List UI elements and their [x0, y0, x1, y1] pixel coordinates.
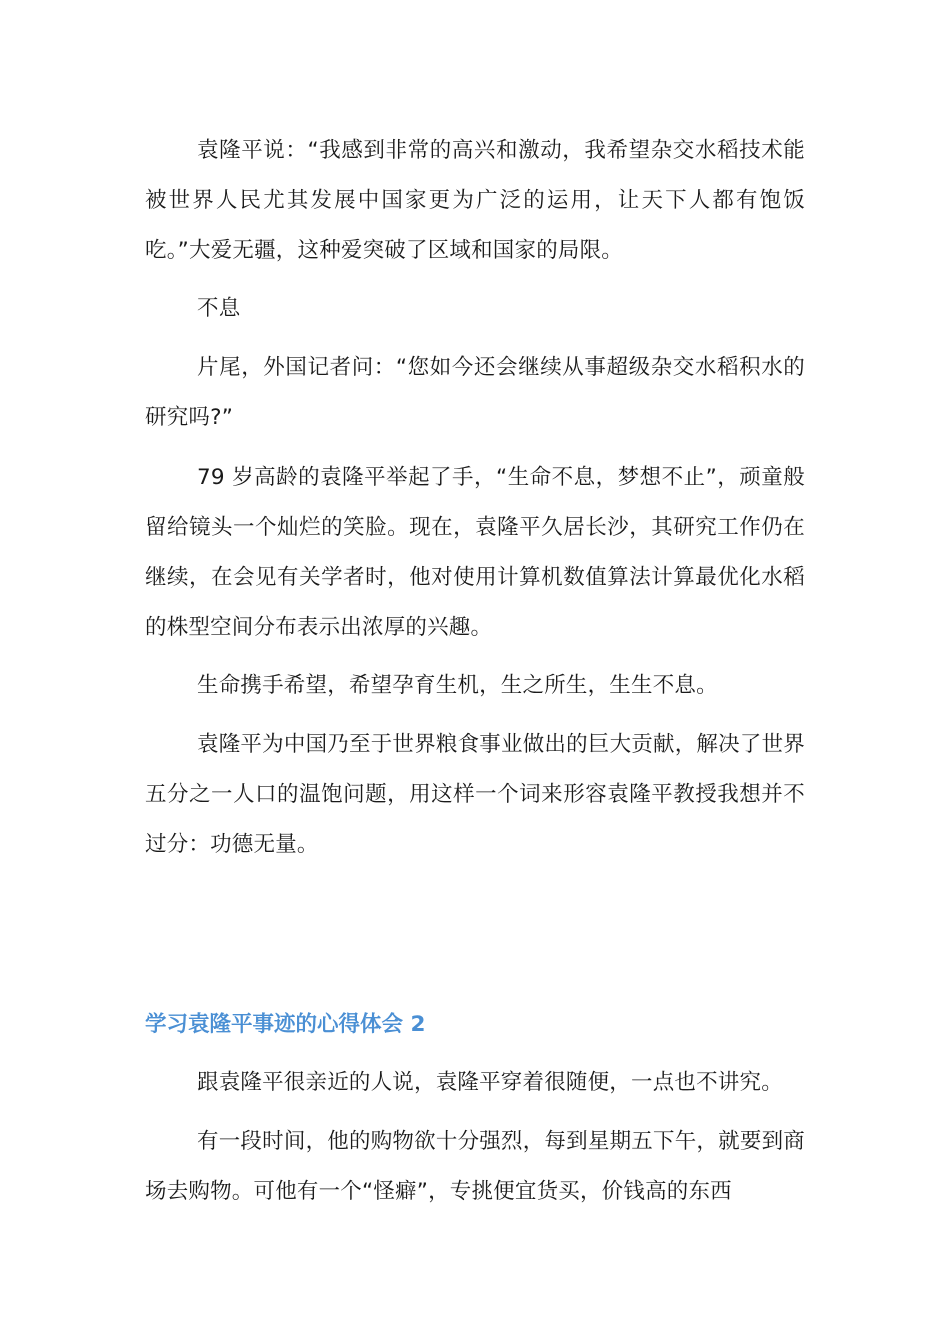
paragraph-quote-yuan: 袁隆平说：“我感到非常的高兴和激动，我希望杂交水稻技术能被世界人民尤其发展中国家更为广泛的运用，让天下人都有饱饭吃。”大爱无疆，这种爱突破了区域和国家的局限。: [145, 138, 805, 263]
paragraph-age-79: 79 岁高龄的袁隆平举起了手，“生命不息，梦想不止”，顽童般留给镜头一个灿烂的笑脸。现在，袁隆平久居长沙，其研究工作仍在继续，在会见有关学者时，他对使用计算机数值算法计算最优化水稻的株型空间分布表示出浓厚的兴趣。: [145, 465, 805, 640]
paragraph-life-hope: 生命携手希望，希望孕育生机，生之所生，生生不息。: [197, 673, 718, 698]
section-heading: 学习袁隆平事迹的心得体会 2: [145, 1012, 426, 1037]
paragraph-reporter-question: 片尾，外国记者问：“您如今还会继续从事超级杂交水稻积水的研究吗?”: [145, 355, 805, 430]
paragraph-dress: 跟袁隆平很亲近的人说，袁隆平穿着很随便，一点也不讲究。: [197, 1070, 783, 1095]
paragraph-buxi: 不息: [197, 296, 241, 321]
paragraph-shopping: 有一段时间，他的购物欲十分强烈，每到星期五下午，就要到商场去购物。可他有一个“怪癖”，专挑便宜货买，价钱高的东西: [145, 1129, 805, 1204]
paragraph-contribution: 袁隆平为中国乃至于世界粮食事业做出的巨大贡献，解决了世界五分之一人口的温饱问题，用这样一个词来形容袁隆平教授我想并不过分：功德无量。: [145, 732, 805, 857]
